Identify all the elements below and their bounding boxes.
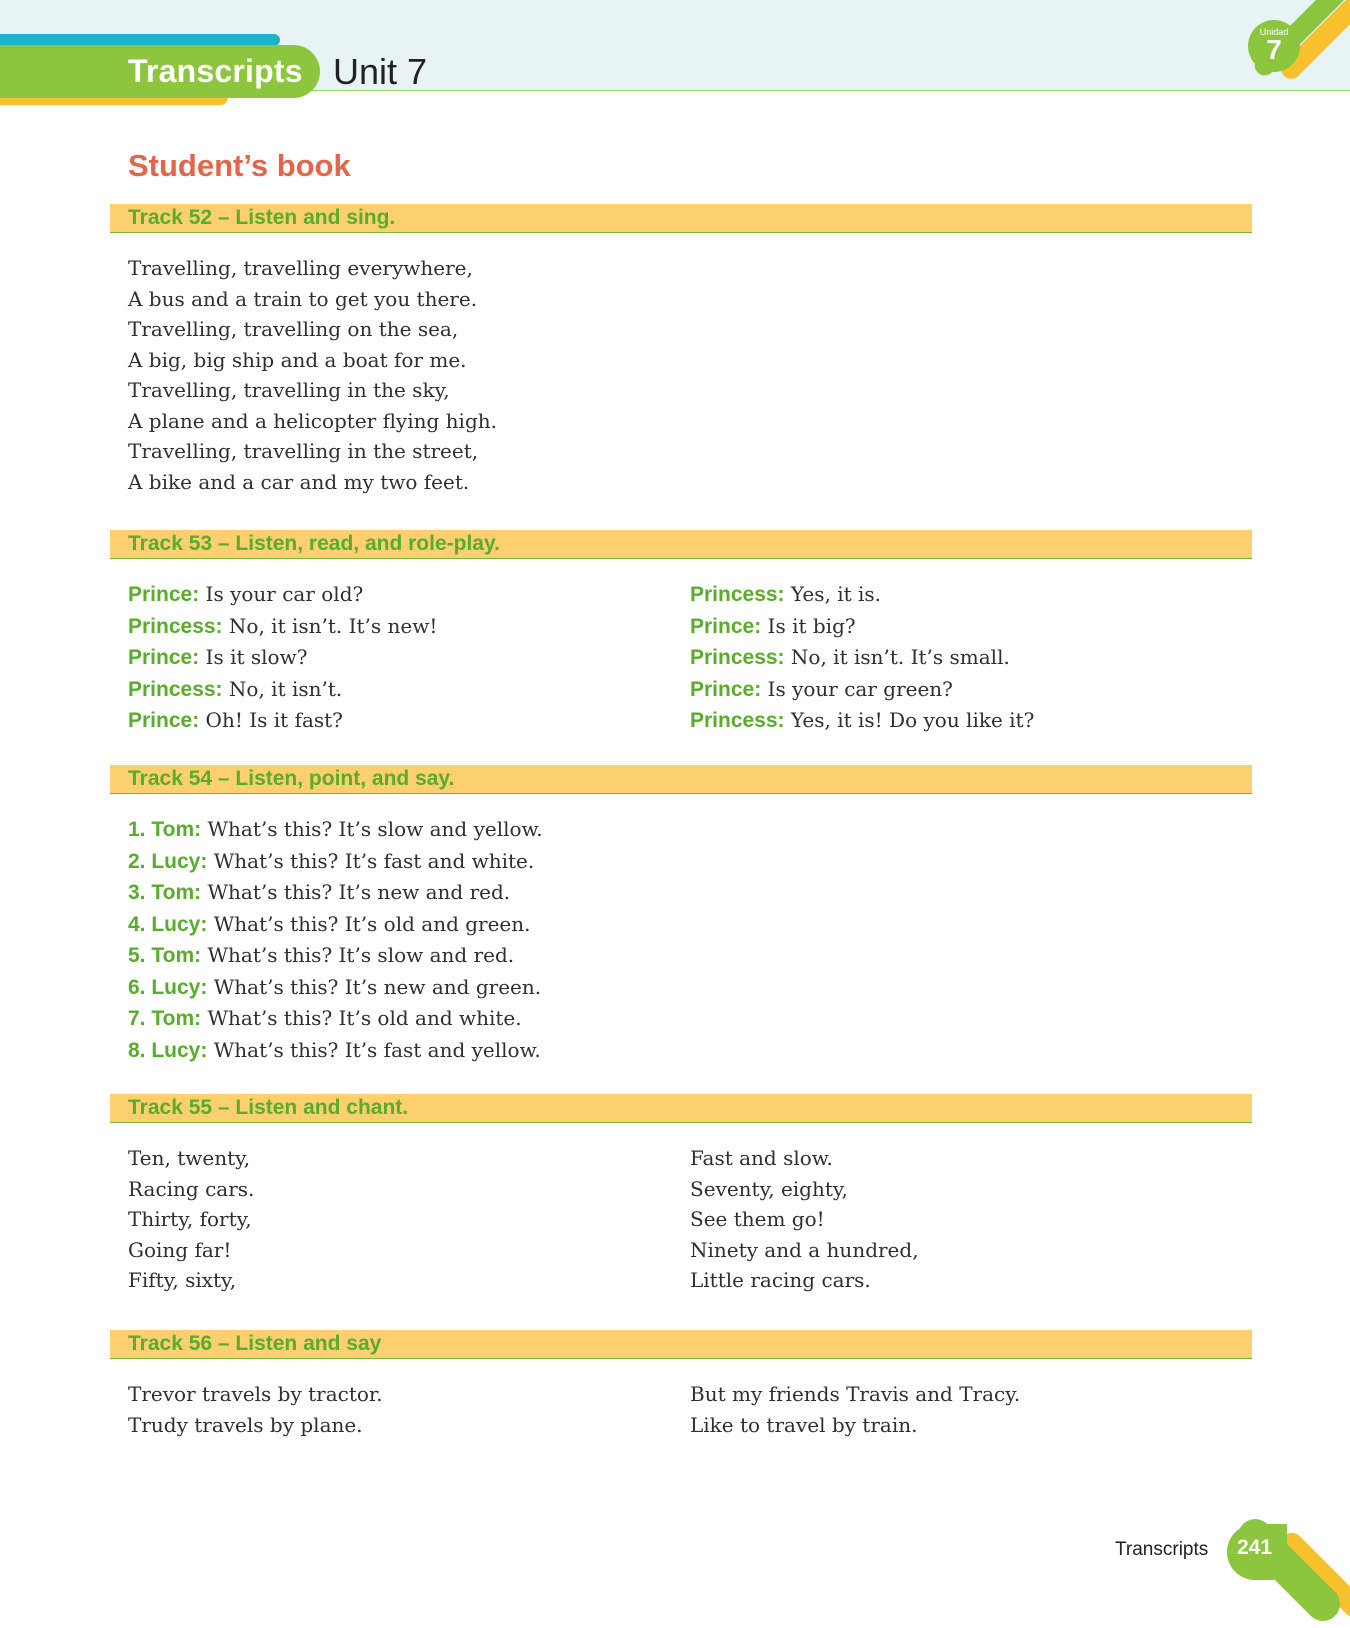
line-text: A plane and a helicopter flying high. [128, 408, 497, 433]
speaker-label: Prince: [128, 709, 200, 732]
transcript-line [128, 253, 690, 284]
speaker-label: 5. Tom: [128, 944, 202, 967]
transcript-line [128, 1035, 690, 1067]
transcript-line [128, 1003, 690, 1035]
track-title: Track 52 – Listen and sing. [110, 204, 1252, 233]
speaker-label: 8. Lucy: [128, 1038, 208, 1062]
transcript-line [128, 611, 690, 643]
transcript-line [690, 1235, 1252, 1266]
speaker-label: 7. Tom: [128, 1007, 202, 1030]
line-text: See them go! [690, 1207, 825, 1231]
track-column-left [128, 1379, 690, 1440]
line-text: Fast and slow. [690, 1146, 833, 1170]
line-text: Like to travel by train. [690, 1412, 918, 1437]
track-title: Track 53 – Listen, read, and role-play. [110, 530, 1252, 559]
transcript-line [128, 674, 690, 706]
speaker-label: 4. Lucy: [128, 912, 208, 936]
section-heading: Student’s book [128, 148, 351, 183]
track-columns [110, 253, 1252, 497]
track-column-left [128, 579, 690, 737]
speaker-label: 3. Tom: [128, 881, 202, 904]
track-section [110, 765, 1252, 1066]
speaker-label: Princess: [690, 709, 785, 732]
line-text: Is it slow? [199, 645, 308, 669]
line-text: Thirty, forty, [128, 1207, 252, 1231]
speaker-label: 1. Tom: [128, 818, 202, 841]
transcript-line [128, 877, 690, 909]
line-text: Little racing cars. [690, 1268, 871, 1292]
line-text: Seventy, eighty, [690, 1176, 848, 1201]
track-title: Track 55 – Listen and chant. [110, 1094, 1252, 1123]
transcript-line [690, 674, 1252, 706]
transcript-line [690, 1410, 1252, 1441]
line-text: Trudy travels by plane. [128, 1412, 363, 1437]
track-title: Track 54 – Listen, point, and say. [110, 765, 1252, 794]
transcript-line [128, 284, 690, 315]
speaker-label: Princess: [690, 646, 785, 669]
line-text: Ten, twenty, [128, 1146, 251, 1170]
unit-badge-number: 7 [1266, 34, 1282, 65]
transcript-line [128, 436, 690, 467]
transcript-line [128, 467, 690, 498]
track-column-right [690, 253, 1252, 497]
transcript-line [128, 345, 690, 376]
track-title: Track 56 – Listen and say [110, 1330, 1252, 1359]
track-column-right [690, 579, 1252, 737]
line-text: Trevor travels by tractor. [128, 1382, 383, 1406]
transcript-line [128, 1204, 690, 1235]
transcript-line [128, 1379, 690, 1410]
line-text: Travelling, travelling on the sea, [128, 317, 459, 341]
line-text: Oh! Is it fast? [199, 708, 343, 732]
speaker-label: Prince: [128, 583, 200, 606]
transcript-line [690, 1204, 1252, 1235]
speaker-label: 6. Lucy: [128, 975, 208, 999]
transcript-line [690, 705, 1252, 737]
unit-badge [1248, 20, 1300, 72]
transcript-line [690, 611, 1252, 643]
line-text: Travelling, travelling everywhere, [128, 256, 473, 280]
line-text: Is it big? [761, 613, 856, 638]
track-columns [110, 814, 1252, 1066]
transcript-line [128, 375, 690, 406]
track-section [110, 204, 1252, 497]
transcript-line [128, 1410, 690, 1441]
speaker-label: Princess: [128, 614, 223, 638]
track-column-right [690, 1143, 1252, 1296]
line-text: A bus and a train to get you there. [128, 286, 478, 311]
header-unit: Unit 7 [333, 51, 428, 92]
transcript-line [128, 940, 690, 972]
transcript-line [128, 846, 690, 878]
speaker-label: Prince: [690, 614, 762, 638]
track-column-right [690, 814, 1252, 1066]
track-column-left [128, 253, 690, 497]
track-columns [110, 579, 1252, 737]
line-text: Ninety and a hundred, [690, 1237, 919, 1262]
transcript-line [128, 1235, 690, 1266]
speaker-label: 2. Lucy: [128, 849, 208, 873]
track-section [110, 530, 1252, 737]
line-text: What’s this? It’s fast and white. [207, 848, 535, 873]
line-text: Yes, it is! Do you like it? [784, 708, 1035, 732]
line-text: Yes, it is. [784, 582, 882, 606]
transcript-line [128, 705, 690, 737]
speaker-label: Prince: [128, 646, 200, 669]
transcript-line [690, 1379, 1252, 1410]
line-text: Racing cars. [128, 1176, 255, 1201]
transcript-line [128, 1174, 690, 1205]
transcript-line [690, 1265, 1252, 1296]
line-text: Is your car green? [761, 676, 953, 701]
line-text: What’s this? It’s old and green. [207, 911, 531, 936]
track-column-left [128, 814, 690, 1066]
line-text: Travelling, travelling in the sky, [128, 378, 450, 402]
line-text: What’s this? It’s fast and yellow. [207, 1037, 541, 1062]
transcript-line [128, 909, 690, 941]
track-section [110, 1094, 1252, 1296]
transcript-line [690, 579, 1252, 611]
transcript-line [128, 972, 690, 1004]
line-text: What’s this? It’s old and white. [201, 1006, 522, 1030]
track-column-left [128, 1143, 690, 1296]
track-section [110, 1330, 1252, 1440]
transcript-line [128, 406, 690, 437]
line-text: What’s this? It’s new and green. [207, 974, 542, 999]
speaker-label: Prince: [690, 677, 762, 701]
line-text: What’s this? It’s slow and yellow. [201, 817, 543, 841]
line-text: What’s this? It’s new and red. [201, 880, 511, 904]
line-text: A bike and a car and my two feet. [128, 469, 470, 494]
line-text: But my friends Travis and Tracy. [690, 1382, 1021, 1406]
track-column-right [690, 1379, 1252, 1440]
speaker-label: Princess: [128, 677, 223, 701]
speaker-label: Princess: [690, 583, 785, 606]
line-text: No, it isn’t. [222, 676, 343, 701]
track-columns [110, 1143, 1252, 1296]
transcript-line [690, 1174, 1252, 1205]
transcript-line [128, 579, 690, 611]
line-text: Going far! [128, 1237, 232, 1262]
transcript-line [690, 1143, 1252, 1174]
transcript-line [128, 314, 690, 345]
line-text: Travelling, travelling in the street, [128, 439, 479, 463]
transcript-line [128, 1143, 690, 1174]
line-text: A big, big ship and a boat for me. [128, 347, 467, 372]
header-title: Transcripts [128, 53, 303, 89]
unit-badge-label: Unidad [1259, 27, 1289, 37]
line-text: Is your car old? [199, 582, 364, 606]
transcript-line [128, 1265, 690, 1296]
line-text: No, it isn’t. It’s small. [784, 645, 1010, 669]
line-text: No, it isn’t. It’s new! [222, 613, 438, 638]
footer-label: Transcripts [1115, 1539, 1209, 1560]
line-text: Fifty, sixty, [128, 1268, 237, 1292]
transcript-line [128, 642, 690, 674]
page-number: 241 [1237, 1536, 1273, 1559]
transcript-line [690, 642, 1252, 674]
track-columns [110, 1379, 1252, 1440]
line-text: What’s this? It’s slow and red. [201, 943, 515, 967]
transcript-line [128, 814, 690, 846]
